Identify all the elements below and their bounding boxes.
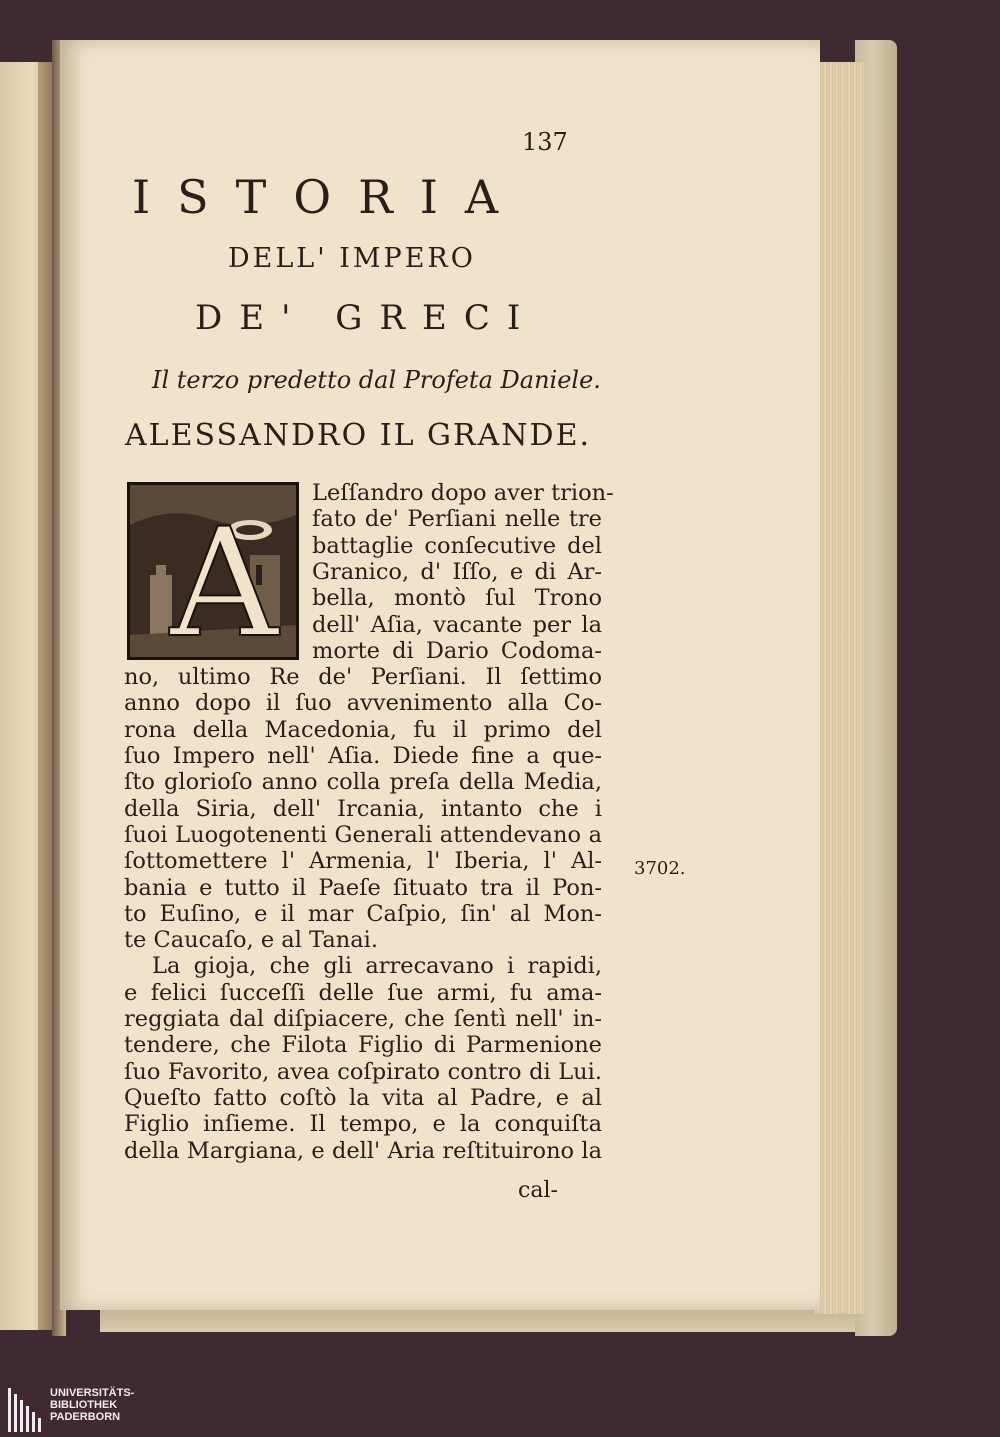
library-logo-text [50,1387,134,1423]
logo-line-2: BIBLIOTHEK [50,1399,118,1411]
text-line: to Euſino, e il mar Caſpio, ſin' al Mon- [124,900,602,927]
text-line: Leſſandro dopo aver trion- [312,480,614,506]
text-line: dell' Aſia, vacante per la [312,611,602,638]
title-istoria: ISTORIA [132,170,526,224]
text-line: Granico, d' Iſſo, e di Ar- [312,558,602,585]
text-line: ſto glorioſo anno colla preſa della Media, [124,769,602,796]
text-line: no, ultimo Re de' Perſiani. Il ſettimo [124,664,602,691]
text-line: della Margiana, e dell' Aria reſtituirono la [124,1137,602,1164]
subtitle: Il terzo predetto dal Profeta Daniele. [152,366,601,394]
text-line: ſuoi Luogotenenti Generali attendevano a [124,821,602,848]
text-line: bania e tutto il Paeſe ſituato tra il Pon- [124,874,602,901]
text-line: e felici ſucceſſi delle ſue armi, fu ama- [124,979,602,1006]
text-line: rona della Macedonia, fu il primo del [124,716,602,743]
logo-line-3: PADERBORN [50,1411,121,1423]
text-line: te Caucaſo, e al Tanai. [124,927,378,954]
text-line: anno dopo il ſuo avvenimento alla Co- [124,690,602,717]
page-stack-edge [815,62,865,1314]
text-line: della Siria, dell' Ircania, intanto che i [124,795,602,822]
text-line: Figlio inſieme. Il tempo, e la conquiſta [124,1111,602,1138]
text-line: Queſto fatto coſtò la vita al Padre, e al [124,1084,602,1111]
title-de-greci: DE' GRECI [195,298,538,338]
title-dell-impero: DELL' IMPERO [228,243,476,274]
catchword: cal- [518,1178,558,1203]
text-line: La gioja, che gli arrecavano i rapidi, [152,953,602,980]
text-line: fato de' Perſiani nelle tre [312,506,602,533]
woodcut-letter: A [170,497,279,657]
text-line: morte di Dario Codoma- [312,637,602,664]
text-line: ſuo Favorito, avea coſpirato contro di Lui. [124,1058,602,1085]
margin-note: 3702. [634,858,686,879]
text-line: reggiata dal diſpiacere, che ſentì nell' in- [124,1006,602,1032]
library-footer [0,1380,1000,1437]
chapter-heading: ALESSANDRO IL GRANDE. [125,418,592,453]
text-line: bella, montò ſul Trono [312,585,602,612]
text-line: tendere, che Filota Figlio di Parmenione [124,1032,602,1059]
text-line: ſottomettere l' Armenia, l' Iberia, l' Al- [124,848,602,875]
woodcut-initial [127,482,299,660]
logo-line-1: UNIVERSITÄTS- [50,1387,135,1399]
page-number: 137 [522,128,568,156]
text-line: ſuo Impero nell' Aſia. Diede fine a que- [124,743,602,769]
text-line: battaglie conſecutive del [312,532,602,559]
library-logo-icon [8,1388,44,1432]
